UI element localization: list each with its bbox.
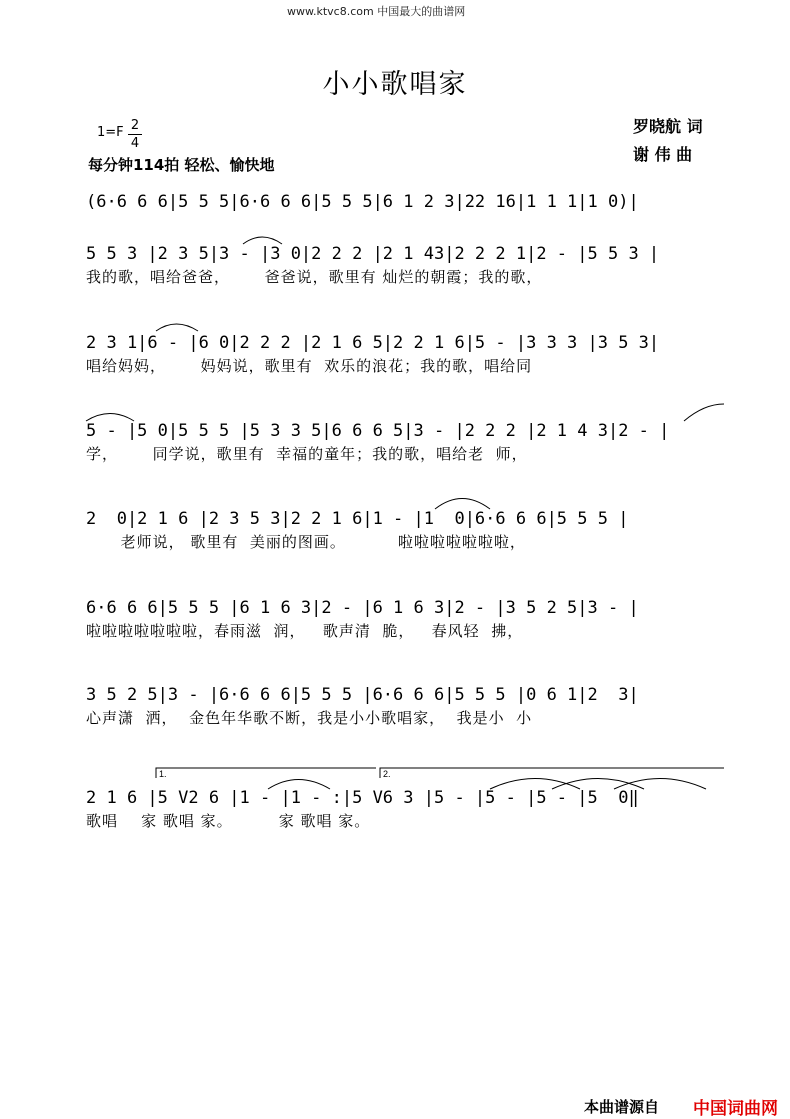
notation-line: (6·6 6 6|5 5 5|6·6 6 6|5 5 5|6 1 2 3|22 16|1 1 1|1 0)| [86,192,639,212]
time-denominator: 4 [130,136,140,151]
key-signature: 1=F [97,125,124,140]
slur [552,779,644,790]
notation-line: 2 0|2 1 6 |2 3 5 3|2 2 1 6|1 - |1 0|6·6 6 6|5 5 5 | [86,509,629,529]
lyrics-line: 学， 同学说，歌里有 幸福的童年；我的歌，唱给老 师， [86,445,528,463]
lyrics-line: 唱给妈妈， 妈妈说，歌里有 欢乐的浪花；我的歌，唱给同 [86,357,533,375]
site-url-header: www.ktvc8.com 中国最大的曲谱网 [287,5,466,18]
notation-line: 3 5 2 5|3 - |6·6 6 6|5 5 5 |6·6 6 6|5 5 5 |0 6 1|2 3| [86,685,639,705]
site-name-link[interactable]: 中国词曲网 [693,1099,778,1119]
volta-bracket-1 [156,768,376,778]
lyrics-line: 心声潇 洒， 金色年华歌不断，我是小小歌唱家， 我是小 小 [86,709,533,727]
tempo-marking: 每分钟114拍 轻松、愉快地 [88,156,275,174]
volta-bracket-2 [380,768,724,778]
volta-label-2: 2. [383,769,391,779]
volta-label-1: 1. [159,769,167,779]
slur [86,414,134,422]
notation-line: 6·6 6 6|5 5 5 |6 1 6 3|2 - |6 1 6 3|2 - |3 5 2 5|3 - | [86,598,639,618]
notation-line: 5 5 3 |2 3 5|3 - |3 0|2 2 2 |2 1 43|2 2 2 1|2 - |5 5 3 | [86,244,660,264]
slur [243,237,282,244]
lyricist-credit: 罗晓航 词 [633,117,703,136]
notation-line: 2 1 6 |5 V2 6 |1 - |1 - :|5 V6 3 |5 - |5 - |5 - |5 0‖ [86,788,639,808]
slur [614,779,706,790]
lyrics-line: 老师说， 歌里有 美丽的图画。 啦啦啦啦啦啦啦， [86,533,526,551]
slur [684,404,724,421]
notation-line: 5 - |5 0|5 5 5 |5 3 3 5|6 6 6 5|3 - |2 2 2 |2 1 4 3|2 - | [86,421,670,441]
slur [435,499,490,510]
source-label: 本曲谱源自 [584,1098,660,1116]
notation-line: 2 3 1|6 - |6 0|2 2 2 |2 1 6 5|2 2 1 6|5 - |3 3 3 |3 5 3| [86,333,660,353]
lyrics-line: 啦啦啦啦啦啦啦，春雨滋 润， 歌声清 脆， 春风轻 拂， [86,622,524,640]
time-numerator: 2 [130,118,140,133]
song-title: 小小歌唱家 [322,69,468,100]
slur [268,780,330,790]
lyrics-line: 歌唱 家 歌唱 家。 家 歌唱 家。 [86,812,371,830]
lyrics-line: 我的歌，唱给爸爸， 爸爸说，歌里有 灿烂的朝霞；我的歌， [86,268,543,286]
slur [156,324,198,331]
composer-credit: 谢 伟 曲 [633,145,693,164]
